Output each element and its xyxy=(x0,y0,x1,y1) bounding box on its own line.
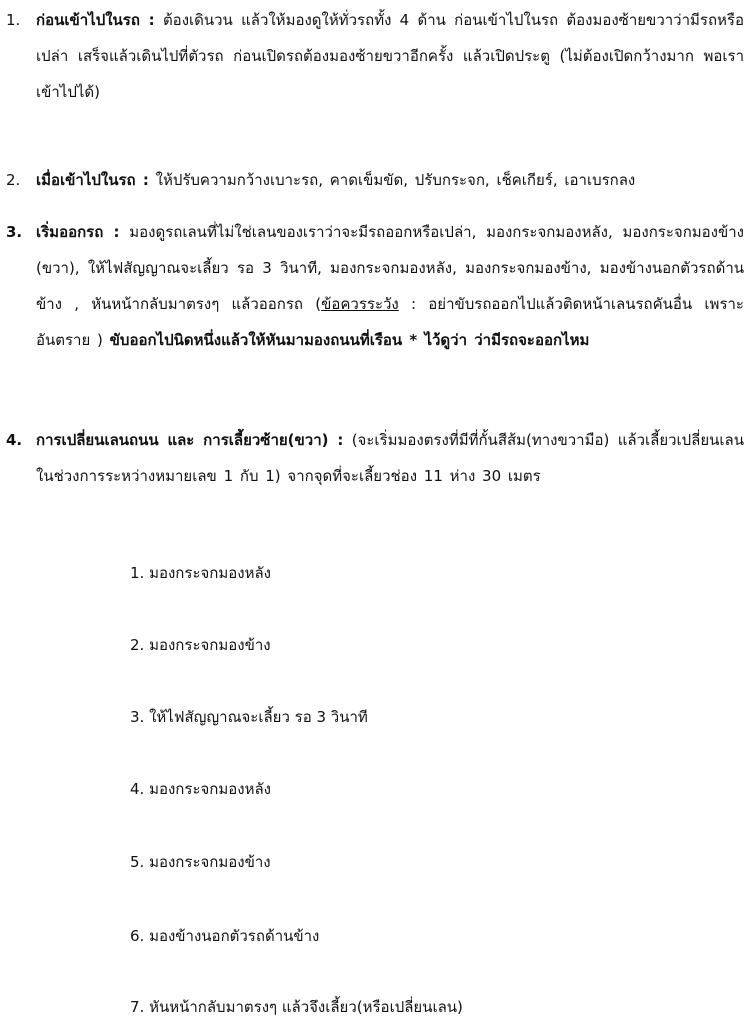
item-body-cont: : อย่าขับรถออกไปแล้วติดหน้าเลนรถคันอื่น เพราะอันตราย ) xyxy=(36,295,744,349)
step-item: 6. มองข้างนอกตัวรถด้านข้าง xyxy=(130,927,320,945)
caution-label: ข้อควรระวัง xyxy=(321,295,399,313)
list-item-2 xyxy=(6,162,744,198)
item-number: 2. xyxy=(6,171,21,189)
item-number: 3. xyxy=(6,223,23,241)
item-heading: เมื่อเข้าไปในรถ : xyxy=(36,171,149,189)
list-item-3 xyxy=(6,214,744,358)
item-text xyxy=(6,2,744,110)
item-body-bold: ขับออกไปนิดหนึ่งแล้วให้หันมามองถนนที่เรือน * ไว้ดูว่า ว่ามีรถจะออกไหม xyxy=(109,331,590,349)
list-item-1 xyxy=(6,2,744,110)
item-text xyxy=(6,422,744,494)
item-body: ให้ปรับความกว้างเบาะรถ, คาดเข็มขัด, ปรับกระจก, เช็คเกียร์, เอาเบรกลง xyxy=(155,171,636,189)
item-text xyxy=(6,214,744,358)
item-text xyxy=(6,162,744,198)
item-heading: การเปลี่ยนเลนถนน และ การเลี้ยวซ้าย(ขวา) : xyxy=(36,431,344,449)
item-heading: เริ่มออกรถ : xyxy=(36,223,120,241)
step-item: 4. มองกระจกมองหลัง xyxy=(130,780,271,798)
step-item: 2. มองกระจกมองข้าง xyxy=(130,636,271,654)
list-item-4 xyxy=(6,422,744,494)
step-item: 7. หันหน้ากลับมาตรงๆ แล้วจึงเลี้ยว(หรือเปลี่ยนเลน) xyxy=(130,998,463,1016)
item-heading: ก่อนเข้าไปในรถ : xyxy=(36,11,155,29)
item-number: 1. xyxy=(6,11,21,29)
step-item: 1. มองกระจกมองหลัง xyxy=(130,564,271,582)
item-body: (จะเริ่มมองตรงที่มีที่กั้นสีส้ม(ทางขวามือ) แล้วเลี้ยวเปลี่ยนเลนในช่วงการระหว่างหมายเลข 1 กับ 1) จากจุดที่จะเลี้ยวช่อง 11 ห่าง 30 เมตร xyxy=(36,431,744,485)
item-body: ต้องเดินวน แล้วให้มองดูให้ทั่วรถทั้ง 4 ด้าน ก่อนเข้าไปในรถ ต้องมองซ้ายขวาว่ามีรถหรือเปล่า เสร็จแล้วเดินไปที่ตัวรถ ก่อนเปิดรถต้องมองซ้ายขวาอีกครั้ง แล้วเปิดประตู (ไม่ต้องเปิดกว้างมาก พอเราเข้าไปได้) xyxy=(36,11,744,101)
item-body: มองดูรถเลนที่ไม่ใช่เลนของเราว่าจะมีรถออกหรือเปล่า, มองกระจกมองหลัง, มองกระจกมองข้าง (ขวา), ให้ไฟสัญญาณจะเลี้ยว รอ 3 วินาที, มองกระจกมองหลัง, มองกระจกมองข้าง, มองข้างนอกตัวรถด้านข้าง , หันหน้ากลับมาตรงๆ แล้วออกรถ ( xyxy=(36,223,745,313)
item-number: 4. xyxy=(6,431,23,449)
step-item: 5. มองกระจกมองข้าง xyxy=(130,853,271,871)
step-item: 3. ให้ไฟสัญญาณจะเลี้ยว รอ 3 วินาที xyxy=(130,708,368,726)
